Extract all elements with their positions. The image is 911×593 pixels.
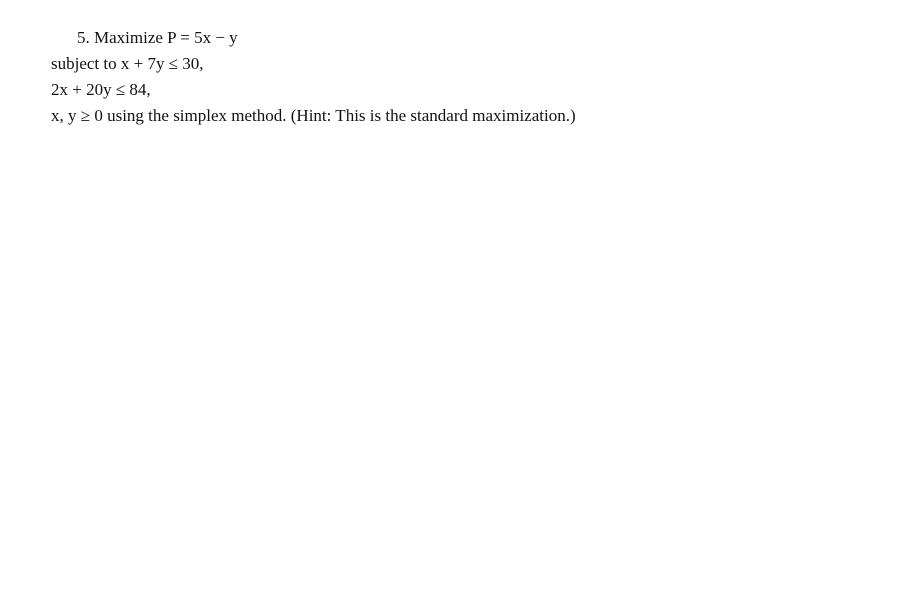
- constraint-1: subject to x + 7y ≤ 30,: [51, 54, 204, 73]
- problem-heading: [77, 25, 238, 51]
- constraint-2: 2x + 20y ≤ 84,: [51, 80, 151, 99]
- objective-line: Maximize P = 5x − y: [94, 28, 238, 47]
- nonnegativity-and-instruction: x, y ≥ 0 using the simplex method. (Hint: This is the standard maximization.): [51, 106, 576, 125]
- problem-number: 5.: [77, 28, 90, 47]
